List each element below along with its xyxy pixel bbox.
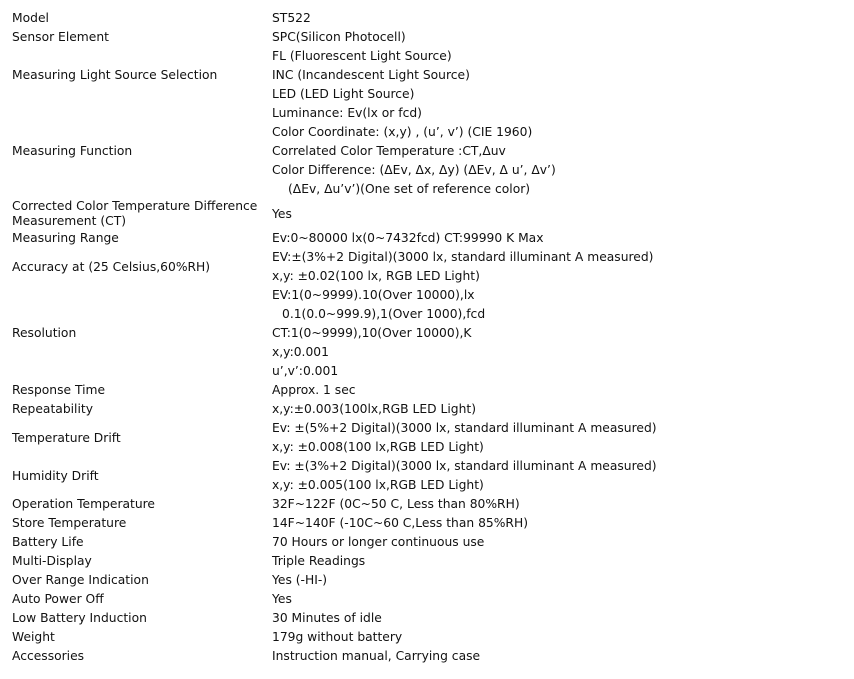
spec-value-line: ST522 xyxy=(272,11,311,25)
spec-label: Resolution xyxy=(12,326,77,340)
spec-row-measuring-function xyxy=(12,104,854,199)
spec-value-line: x,y:±0.003(100lx,RGB LED Light) xyxy=(272,402,476,416)
spec-value-line: 32F~122F (0C~50 C, Less than 80%RH) xyxy=(272,497,520,511)
spec-label: Auto Power Off xyxy=(12,592,104,606)
spec-label: Repeatability xyxy=(12,402,93,416)
spec-row-low-battery xyxy=(12,609,854,628)
spec-row-repeatability xyxy=(12,400,854,419)
spec-value xyxy=(272,286,854,381)
spec-label: Accessories xyxy=(12,649,85,663)
spec-value-line: x,y: ±0.008(100 lx,RGB LED Light) xyxy=(272,440,484,454)
spec-value xyxy=(272,590,854,609)
spec-label: Low Battery Induction xyxy=(12,611,147,625)
spec-value-line: x,y:0.001 xyxy=(272,345,329,359)
spec-label: Temperature Drift xyxy=(12,430,121,445)
spec-label: Weight xyxy=(12,630,55,644)
spec-row-measuring-range xyxy=(12,229,854,248)
spec-value xyxy=(272,533,854,552)
spec-value-line: Instruction manual, Carrying case xyxy=(272,649,481,663)
spec-row-humidity-drift xyxy=(12,457,854,495)
spec-value xyxy=(272,628,854,647)
spec-value-line: FL (Fluorescent Light Source) xyxy=(272,49,452,63)
spec-value xyxy=(272,609,854,628)
spec-label: Sensor Element xyxy=(12,30,109,44)
spec-value-line: 70 Hours or longer continuous use xyxy=(272,535,485,549)
spec-row-temperature-drift xyxy=(12,419,854,457)
spec-value-line: 0.1(0.0~999.9),1(Over 1000),fcd xyxy=(282,307,486,321)
spec-value-line: Yes xyxy=(272,206,292,221)
spec-value-line: CT:1(0~9999),10(Over 10000),K xyxy=(272,326,472,340)
spec-row-accessories xyxy=(12,647,854,666)
spec-row-battery-life xyxy=(12,533,854,552)
spec-row-cct-difference xyxy=(12,199,854,229)
spec-value xyxy=(272,514,854,533)
spec-value-line: Yes (-HI-) xyxy=(272,573,328,587)
spec-value-line: 30 Minutes of idle xyxy=(272,611,382,625)
spec-label: Measuring Range xyxy=(12,231,119,245)
spec-value-line: Approx. 1 sec xyxy=(272,383,356,397)
spec-row-light-source-selection xyxy=(12,47,854,104)
spec-row-store-temperature xyxy=(12,514,854,533)
spec-value xyxy=(272,400,854,419)
spec-table xyxy=(12,9,854,666)
spec-row-over-range xyxy=(12,571,854,590)
spec-value-line: Triple Readings xyxy=(272,554,366,568)
spec-value xyxy=(272,47,854,104)
spec-label: Corrected Color Temperature Difference Measurement (CT) xyxy=(12,199,258,228)
spec-row-resolution xyxy=(12,286,854,381)
spec-value-line: Correlated Color Temperature :CT,Δuv xyxy=(272,144,506,158)
spec-value xyxy=(272,28,854,47)
spec-row-model xyxy=(12,9,854,28)
spec-value-line: Ev:0~80000 lx(0~7432fcd) CT:99990 K Max xyxy=(272,231,544,245)
spec-value-line: Color Coordinate: (x,y) , (u’, v’) (CIE 1960) xyxy=(272,125,533,139)
spec-value-line: x,y: ±0.005(100 lx,RGB LED Light) xyxy=(272,478,484,492)
spec-row-sensor-element xyxy=(12,28,854,47)
spec-value-line: Ev: ±(3%+2 Digital)(3000 lx, standard illuminant A measured) xyxy=(272,459,657,473)
spec-value xyxy=(272,9,854,28)
spec-value xyxy=(272,552,854,571)
spec-label: Response Time xyxy=(12,383,106,397)
spec-value-line: 179g without battery xyxy=(272,630,403,644)
spec-value-line: 14F~140F (-10C~60 C,Less than 85%RH) xyxy=(272,516,528,530)
spec-value-line: Ev: ±(5%+2 Digital)(3000 lx, standard illuminant A measured) xyxy=(272,421,657,435)
spec-label: Over Range Indication xyxy=(12,573,149,587)
spec-value-line: EV:1(0~9999).10(Over 10000),lx xyxy=(272,288,475,302)
spec-value-line: Yes xyxy=(272,592,292,606)
spec-value xyxy=(272,381,854,400)
spec-label: Store Temperature xyxy=(12,516,127,530)
spec-label: Humidity Drift xyxy=(12,468,99,483)
spec-value xyxy=(272,104,854,199)
spec-value-line: EV:±(3%+2 Digital)(3000 lx, standard illuminant A measured) xyxy=(272,250,654,264)
spec-label: Measuring Function xyxy=(12,144,133,158)
spec-value xyxy=(272,495,854,514)
spec-value-line: LED (LED Light Source) xyxy=(272,87,415,101)
spec-value-line: Color Difference: (ΔEv, Δx, Δy) (ΔEv, Δ u’, Δv’) xyxy=(272,163,556,177)
spec-value xyxy=(272,248,854,286)
spec-row-multi-display xyxy=(12,552,854,571)
spec-value xyxy=(272,229,854,248)
spec-row-weight xyxy=(12,628,854,647)
spec-value-line: SPC(Silicon Photocell) xyxy=(272,30,406,44)
spec-label: Accuracy at (25 Celsius,60%RH) xyxy=(12,259,211,274)
spec-value-line: x,y: ±0.02(100 lx, RGB LED Light) xyxy=(272,269,480,283)
spec-label: Model xyxy=(12,11,49,25)
spec-row-auto-power-off xyxy=(12,590,854,609)
spec-value xyxy=(272,419,854,457)
spec-label: Measuring Light Source Selection xyxy=(12,68,218,82)
spec-value xyxy=(272,457,854,495)
spec-value-line: INC (Incandescent Light Source) xyxy=(272,68,470,82)
spec-label: Multi-Display xyxy=(12,554,92,568)
spec-value-line: u’,v’:0.001 xyxy=(272,364,339,378)
spec-label: Operation Temperature xyxy=(12,497,155,511)
spec-row-response-time xyxy=(12,381,854,400)
spec-row-accuracy xyxy=(12,248,854,286)
spec-value xyxy=(272,647,854,666)
spec-label: Battery Life xyxy=(12,535,84,549)
spec-value xyxy=(272,199,854,229)
spec-value-line: Luminance: Ev(lx or fcd) xyxy=(272,106,422,120)
spec-row-operation-temperature xyxy=(12,495,854,514)
spec-value-line: (ΔEv, Δu’v’)(One set of reference color) xyxy=(288,182,531,196)
spec-value xyxy=(272,571,854,590)
